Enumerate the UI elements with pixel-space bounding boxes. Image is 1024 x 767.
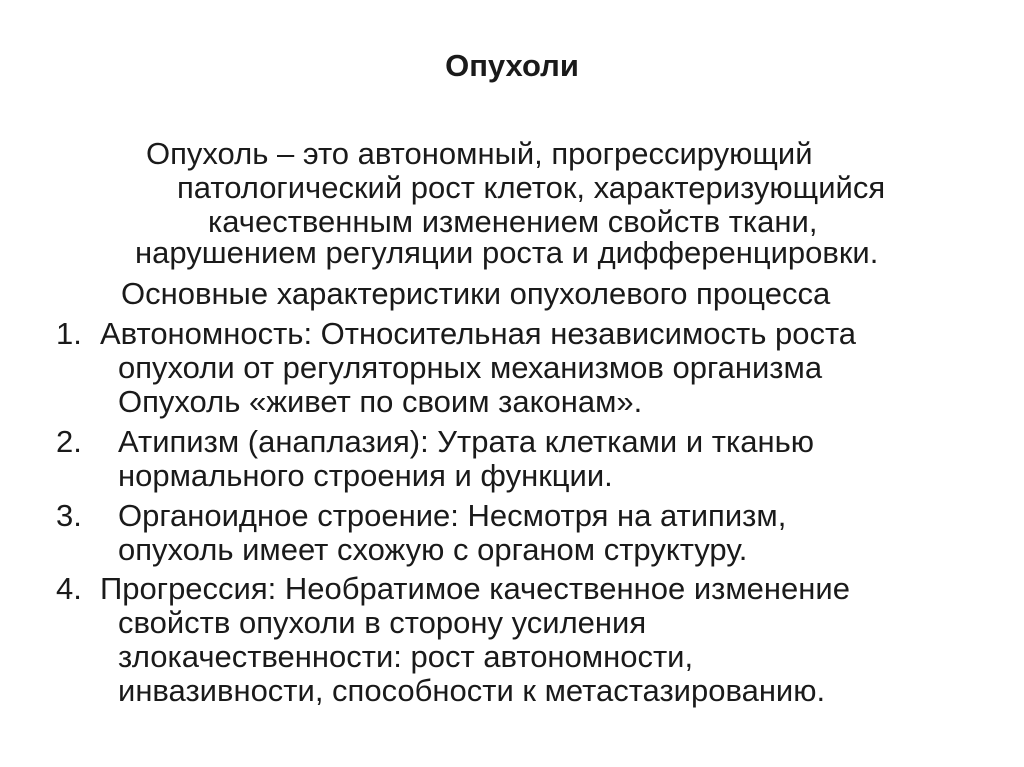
definition-line-4: нарушением регуляции роста и дифференцировки. [135,235,879,270]
item-4-line-1: Прогрессия: Необратимое качественное изменение [100,571,850,606]
item-4-line-3: злокачественности: рост автономности, [118,639,694,674]
item-1-line-2: опухоли от регуляторных механизмов организма [118,350,823,385]
slide-title: Опухоли [445,48,579,83]
item-3-number: 3. [56,498,82,533]
item-1-line-1: Автономность: Относительная независимость роста [100,316,857,351]
definition-line-3: качественным изменением свойств ткани, [208,204,818,239]
item-4-line-4: инвазивности, способности к метастазированию. [118,673,826,708]
definition-line-2: патологический рост клеток, характеризующийся [177,170,886,205]
subheading: Основные характеристики опухолевого процесса [121,276,831,311]
item-3-line-2: опухоль имеет схожую с органом структуру. [118,532,748,567]
item-4-number: 4. [56,571,82,606]
item-2-line-2: нормального строения и функции. [118,458,613,493]
item-2-line-1: Атипизм (анаплазия): Утрата клетками и тканью [118,424,814,459]
definition-line-1: Опухоль – это автономный, прогрессирующий [146,136,813,171]
item-2-number: 2. [56,424,82,459]
item-4-line-2: свойств опухоли в сторону усиления [118,605,647,640]
item-1-number: 1. [56,316,82,351]
item-1-line-3: Опухоль «живет по своим законам». [118,384,643,419]
item-3-line-1: Органоидное строение: Несмотря на атипизм, [118,498,787,533]
